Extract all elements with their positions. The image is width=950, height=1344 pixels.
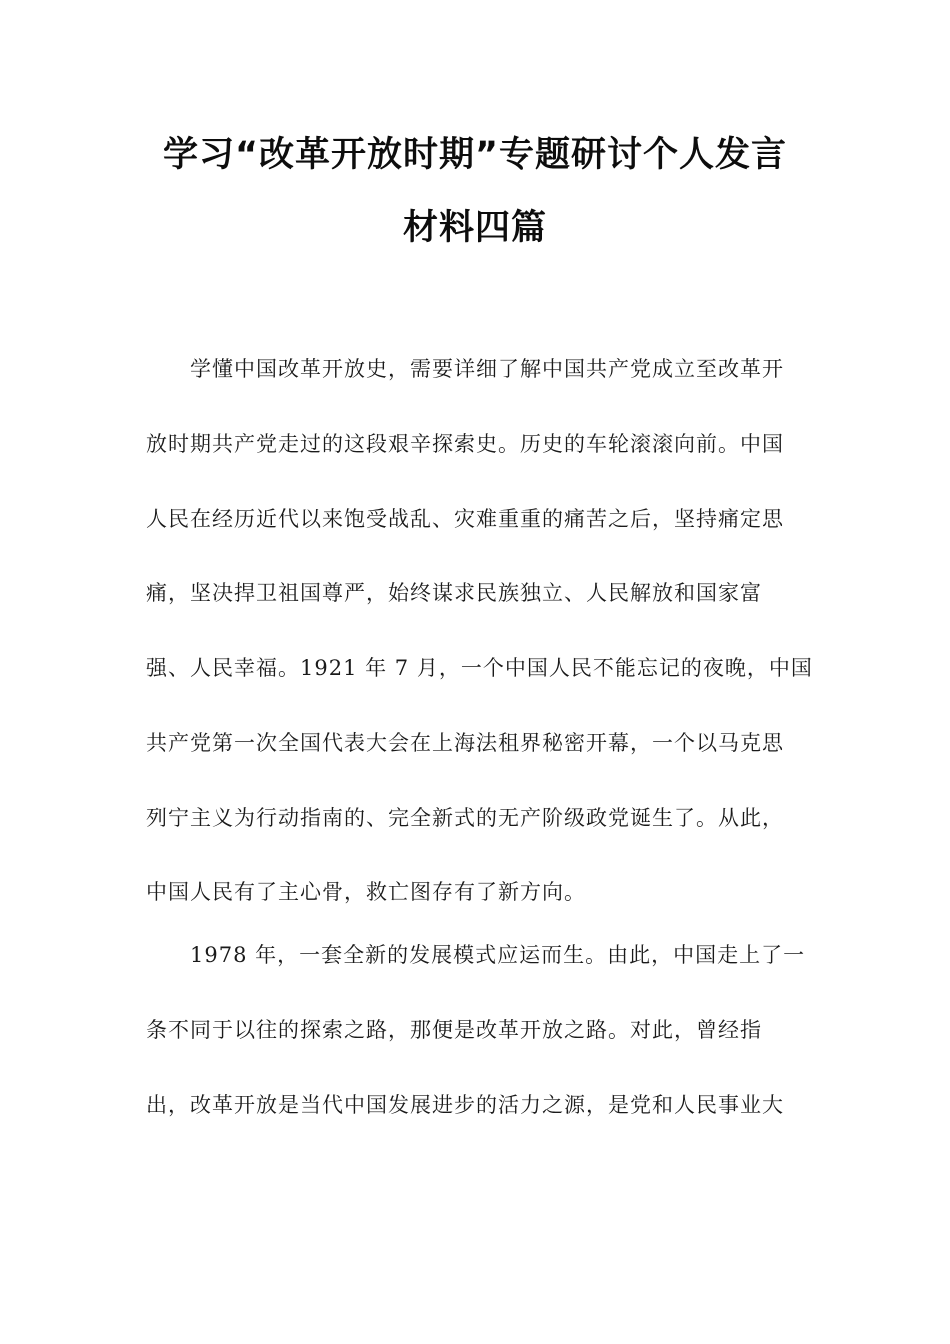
body-text-line: 共产党第一次全国代表大会在上海法租界秘密开幕，一个以马克思 (146, 731, 784, 755)
body-text-line: 中国人民有了主心骨，救亡图存有了新方向。 (146, 880, 586, 904)
body-text-line: 条不同于以往的探索之路，那便是改革开放之路。对此，曾经指 (146, 1018, 762, 1042)
body-text-line: 出，改革开放是当代中国发展进步的活力之源，是党和人民事业大 (146, 1093, 784, 1117)
body-text-line: 学懂中国改革开放史，需要详细了解中国共产党成立至改革开 (146, 357, 784, 381)
body-text-line: 1978 年，一套全新的发展模式应运而生。由此，中国走上了一 (146, 943, 806, 967)
body-text-line: 放时期共产党走过的这段艰辛探索史。历史的车轮滚滚向前。中国 (146, 432, 784, 456)
document-title-line-1: 学习“改革开放时期”专题研讨个人发言 (162, 135, 787, 175)
body-text-line: 列宁主义为行动指南的、完全新式的无产阶级政党诞生了。从此， (146, 806, 784, 830)
body-text-line: 强、人民幸福。1921 年 7 月，一个中国人民不能忘记的夜晚，中国 (146, 656, 813, 680)
body-text-line: 痛，坚决捍卫祖国尊严，始终谋求民族独立、人民解放和国家富 (146, 581, 762, 605)
body-text-line: 人民在经历近代以来饱受战乱、灾难重重的痛苦之后，坚持痛定思 (146, 507, 784, 531)
document-title-line-2: 材料四篇 (402, 208, 547, 248)
